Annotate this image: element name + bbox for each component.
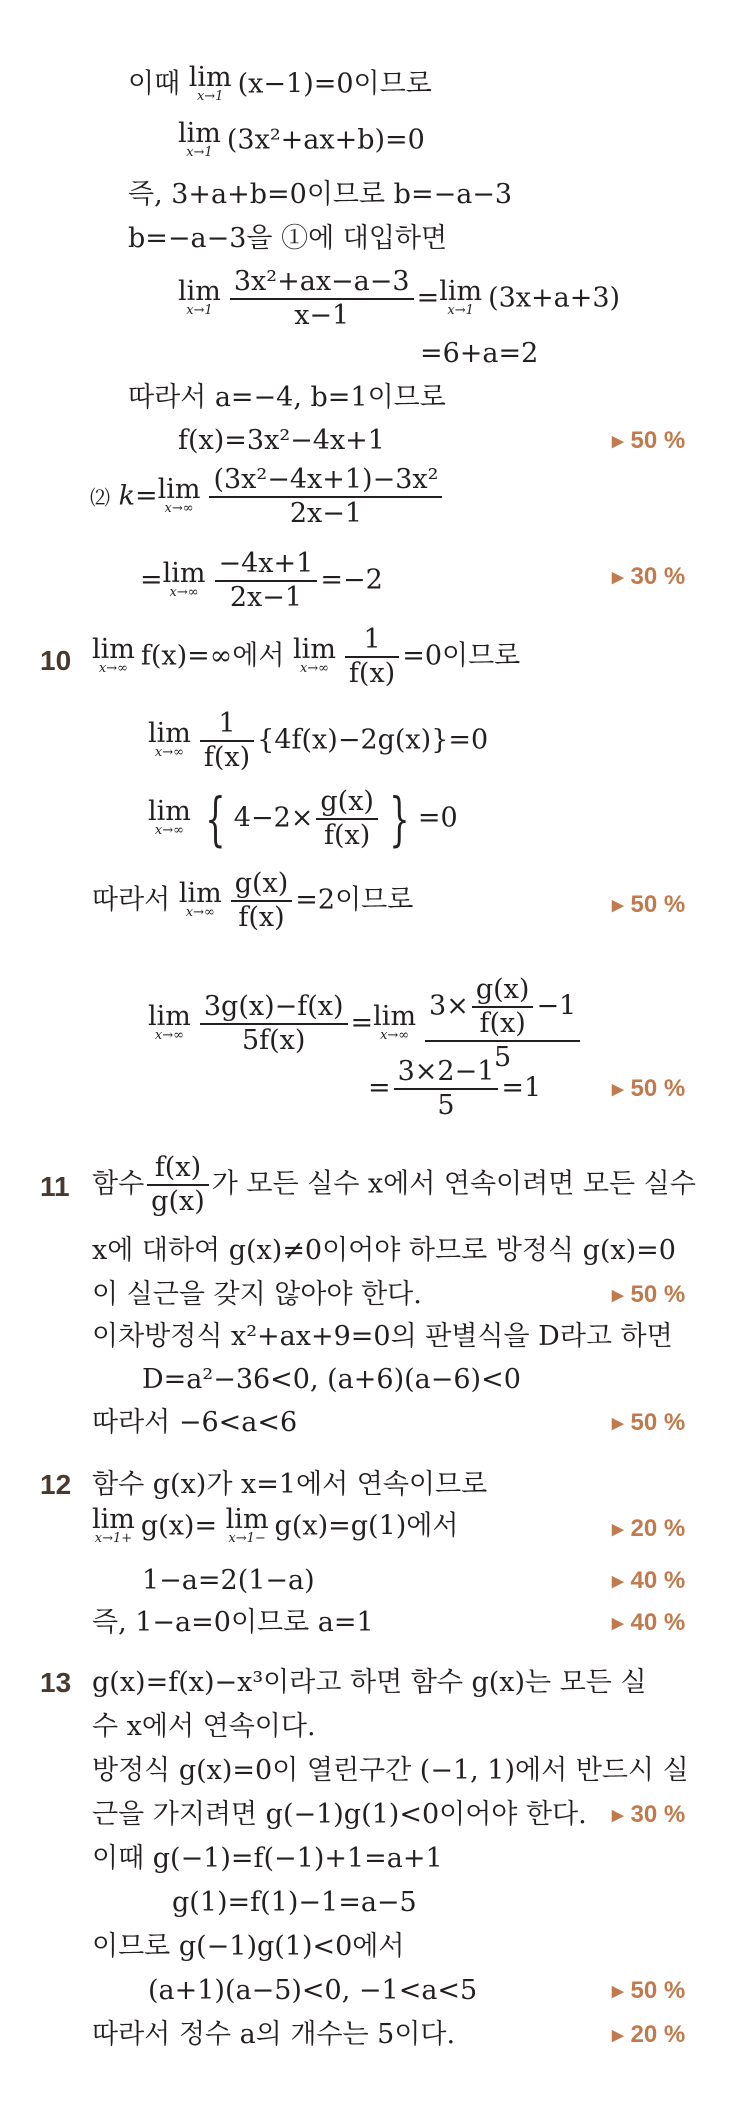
line-2 [178, 118, 425, 160]
p11-line-3: 이 실근을 갖지 않아야 한다. [92, 1279, 422, 1310]
p12-line-4: 즉, 1−a=0이므로 a=1 [92, 1607, 374, 1638]
problem-number: 13 [40, 1667, 72, 1698]
score-percent: ▶ 50 % [612, 1075, 686, 1102]
fraction: $\frac{f(x)}{g(x)}$ [147, 1152, 209, 1218]
limit-symbol: lim x→1 [178, 276, 221, 318]
fraction: 3× $\frac{g(x)}{f(x)}$ −1 5 [425, 974, 580, 1074]
problem-number: 10 [40, 645, 72, 676]
line-10: = lim x→∞ $\frac{-4x+1}{2x-1}$ =−2 [140, 548, 383, 613]
score-percent: ▶ 50 % [612, 891, 686, 918]
line-4: b=−a−3을 ①에 대입하면 [128, 223, 448, 254]
limit-symbol: lim x→1− [225, 1504, 269, 1546]
limit-symbol: lim x→∞ [92, 634, 135, 676]
limit-symbol: lim x→1+ [92, 1504, 135, 1546]
problem-number: 12 [40, 1469, 72, 1500]
line-7: 따라서 a=−4, b=1이므로 [128, 382, 446, 413]
p13-line-9: 따라서 정수 a의 개수는 5이다. [92, 2019, 456, 2050]
p10-line-4: 따라서 lim x→∞ $\frac{g(x)}{f(x)}$ =2이므로 [92, 868, 414, 933]
score-percent: ▶ 50 % [612, 1409, 686, 1436]
fraction: $\frac{3g(x)-f(x)}{5f(x)}$ [200, 991, 348, 1057]
p13-line-6: g(1)=f(1)−1=a−5 [172, 1887, 417, 1918]
p11-line-4: 이차방정식 x²+ax+9=0의 판별식을 D라고 하면 [92, 1321, 673, 1352]
limit-symbol: lim x→∞ [373, 1001, 417, 1043]
score-percent: ▶ 50 % [612, 427, 686, 454]
limit-symbol: lim x→1 [188, 62, 232, 104]
p11-line-1: 함수 $\frac{f(x)}{g(x)}$ 가 모든 실수 x에서 연속이려면 모든 실수 [92, 1152, 696, 1217]
p10-line-1: lim x→∞ f(x)=∞에서 lim x→∞ $\frac{1}{f(x)}$ =0이므로 [92, 624, 521, 689]
p13-line-7: 이므로 g(−1)g(1)<0에서 [92, 1931, 405, 1962]
score-percent: ▶ 30 % [612, 563, 686, 590]
score-percent: ▶ 50 % [612, 1977, 686, 2004]
p13-line-3: 방정식 g(x)=0이 열린구간 (−1, 1)에서 반드시 실 [92, 1755, 689, 1786]
fraction: $\frac{\text{3x²+ax−a−3}}{x-1}$ [230, 266, 414, 332]
p13-line-4: 근을 가지려면 g(−1)g(1)<0이어야 한다. [92, 1799, 587, 1830]
limit-symbol: lim x→∞ [293, 634, 336, 676]
p11-line-6: 따라서 −6<a<6 [92, 1407, 298, 1438]
score-percent: ▶ 20 % [612, 2021, 686, 2048]
p11-line-2: x에 대하여 g(x)≠0이어야 하므로 방정식 g(x)=0 [92, 1235, 676, 1266]
line-9: ⑵ k= lim x→∞ $\frac{\text{(3x²−4x+1)−3x²}}{2x-1}$ [90, 464, 445, 530]
line-1 [128, 62, 432, 104]
p13-line-5: 이때 g(−1)=f(−1)+1=a+1 [92, 1843, 443, 1874]
limit-symbol: lim x→1 [439, 276, 483, 318]
fraction: $\frac{1}{f(x)}$ [345, 624, 399, 690]
limit-symbol: lim x→∞ [148, 796, 191, 838]
p12-line-3: 1−a=2(1−a) [142, 1565, 315, 1596]
fraction: $\frac{g(x)}{f(x)}$ [231, 868, 293, 934]
p13-line-1: g(x)=f(x)−x³이라고 하면 함수 g(x)는 모든 실 [92, 1667, 647, 1698]
score-percent: ▶ 40 % [612, 1567, 686, 1594]
text: (3x²+ax+b)=0 [226, 124, 425, 156]
limit-symbol: lim x→∞ [178, 878, 222, 920]
p10-line-2: lim x→∞ $\frac{1}{f(x)}$ {4f(x)−2g(x)}=0 [148, 708, 489, 773]
line-6: =6+a=2 [420, 338, 539, 369]
p10-line-6: = $\frac{3\times 2-1}{5}$ =1 [368, 1056, 542, 1121]
limit-symbol: lim x→∞ [157, 474, 201, 516]
limit-symbol: lim x→∞ [148, 1001, 191, 1043]
score-percent: ▶ 30 % [612, 1801, 686, 1828]
p12-line-2: lim x→1+ g(x)= lim x→1− g(x)=g(1)에서 [92, 1504, 459, 1546]
text: (x−1)=0이므로 [237, 68, 432, 100]
p10-line-3: lim x→∞ { 4−2× $\frac{g(x)}{f(x)}$ } =0 [148, 785, 458, 853]
score-percent: ▶ 40 % [612, 1609, 686, 1636]
score-percent: ▶ 20 % [612, 1515, 686, 1542]
limit-symbol: lim x→∞ [148, 718, 191, 760]
limit-symbol: lim x→∞ [162, 558, 206, 600]
fraction: $\frac{-4x+1}{2x-1}$ [215, 548, 318, 614]
score-percent: ▶ 50 % [612, 1281, 686, 1308]
p13-line-8: (a+1)(a−5)<0, −1<a<5 [148, 1975, 478, 2006]
line-5: lim x→1 $\frac{\text{3x²+ax−a−3}}{x-1}$ = lim x→1 (3x+a+3) [178, 266, 621, 331]
fraction: $\frac{\text{(3x²−4x+1)−3x²}}{2x-1}$ [209, 464, 442, 530]
limit-symbol: lim x→1 [178, 118, 221, 160]
fraction: $\frac{3\times 2-1}{5}$ [394, 1056, 499, 1122]
p11-line-5: D=a²−36<0, (a+6)(a−6)<0 [142, 1364, 521, 1395]
problem-number: 11 [40, 1171, 70, 1202]
p10-line-5: lim x→∞ $\frac{3g(x)-f(x)}{5f(x)}$ = lim x→∞ 3× $\frac{g(x)}{f(x)}$ −1 5 [148, 974, 583, 1074]
p13-line-2: 수 x에서 연속이다. [92, 1711, 316, 1742]
line-3: 즉, 3+a+b=0이므로 b=−a−3 [128, 179, 513, 210]
line-8: f(x)=3x²−4x+1 [178, 425, 385, 456]
p12-line-1: 함수 g(x)가 x=1에서 연속이므로 [92, 1469, 488, 1500]
text: 이때 [128, 68, 181, 100]
fraction: $\frac{g(x)}{f(x)}$ [316, 786, 378, 852]
fraction: $\frac{1}{f(x)}$ [200, 708, 254, 774]
